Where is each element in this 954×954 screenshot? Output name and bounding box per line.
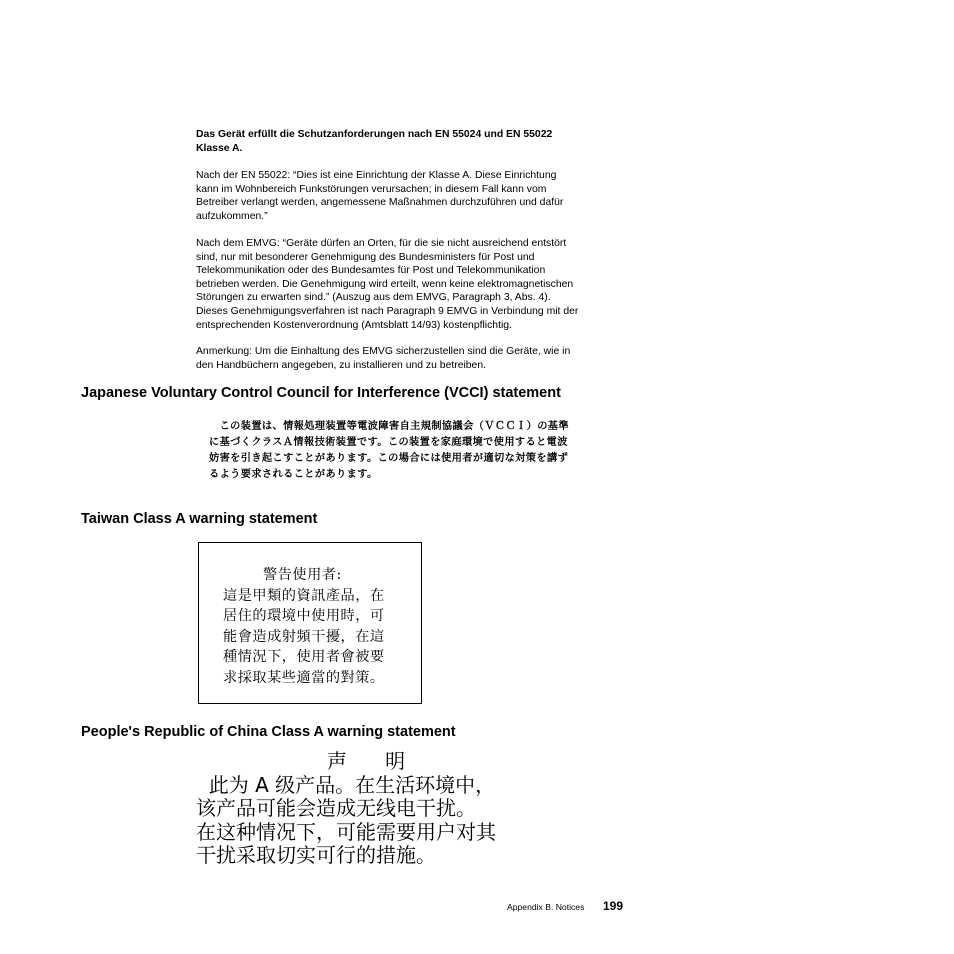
text-line: Betreiber verlangt werden, angemessene Maßnahmen durchzuführen und dafür [196,197,564,209]
statement-line: 妨害を引き起こすことがあります。この場合には使用者が適切な対策を講ず [209,453,569,464]
japan-vcci-statement [209,419,629,483]
china-warning-statement [196,750,496,868]
text-line: aufzukommen.” [196,210,268,222]
german-paragraph-anmerkung [196,345,626,372]
german-heading-line: Das Gerät erfüllt die Schutzanforderungen nach EN 55024 und EN 55022 [196,129,553,140]
text-line: entsprechenden Kostenverordnung (Amtsblatt 14/93) kostenpflichtig. [196,319,512,331]
statement-line: この装置は、情報処理装置等電波障害自主規制協議会（ＶＣＣＩ）の基準 [209,421,569,432]
german-notice-heading [196,128,626,155]
china-statement-title: 声 明 [327,749,406,773]
text-line: Anmerkung: Um die Einhaltung des EMVG sicherzustellen sind die Geräte, wie in [196,346,571,357]
statement-line: 该产品可能会造成无线电干扰。 [196,796,476,820]
statement-line: 居住的環境中使用時，可 [223,608,385,624]
taiwan-heading: Taiwan Class A warning statement [81,511,318,527]
footer-section-label: Appendix B. Notices [507,902,585,912]
statement-line: 能會造成射頻干擾，在這 [223,628,385,645]
statement-line: に基づくクラスＡ情報技術装置です。この装置を家庭環境で使用すると電波 [209,437,568,448]
statement-line: 警告使用者: [263,567,342,583]
statement-line: 此为 A 级产品。在生活环境中， [196,772,496,797]
statement-line: るよう要求されることがあります。 [209,469,378,480]
text-line: den Handbüchern angegeben, zu installieren und zu betreiben. [196,359,486,371]
statement-line: 種情況下，使用者會被要 [223,649,385,665]
text-line: Störungen zu erwarten sind.” (Auszug aus dem EMVG, Paragraph 3, Abs. 4). [196,292,551,304]
statement-line: 干扰采取切实可行的措施。 [196,843,436,867]
german-paragraph-en55022 [196,169,626,223]
china-heading: People's Republic of China Class A warning statement [81,724,456,740]
taiwan-warning-text [223,565,385,688]
taiwan-warning-box [198,542,422,704]
text-line: betrieben werden. Die Genehmigung wird erteilt, wenn keine elektromagnetischen [196,278,574,290]
statement-line: 在这种情况下，可能需要用户对其 [196,819,496,844]
japan-vcci-heading: Japanese Voluntary Control Council for Interference (VCCI) statement [81,385,561,401]
text-line: sind, nur mit besonderer Genehmigung des Bundesministers für Post und [196,251,535,263]
page-number: 199 [603,899,624,913]
statement-line: 這是甲類的資訊產品，在 [223,587,385,604]
text-line: Telekommunikation oder des Bundesamtes für Post und Telekommunikation [196,265,546,277]
text-line: Dieses Genehmigungsverfahren ist nach Paragraph 9 EMVG in Verbindung mit der [196,305,579,317]
text-line: Nach der EN 55022: “Dies ist eine Einrichtung der Klasse A. Diese Einrichtung [196,170,557,181]
statement-line: 求採取某些適當的對策。 [223,669,385,686]
german-heading-line: Klasse A. [196,142,243,154]
text-line: Nach dem EMVG: “Geräte dürfen an Orten, für die sie nicht ausreichend entstört [196,238,567,249]
text-line: kann im Wohnbereich Funkstörungen verursachen; in diesem Fall kann vom [196,183,547,195]
german-paragraph-emvg [196,237,626,332]
